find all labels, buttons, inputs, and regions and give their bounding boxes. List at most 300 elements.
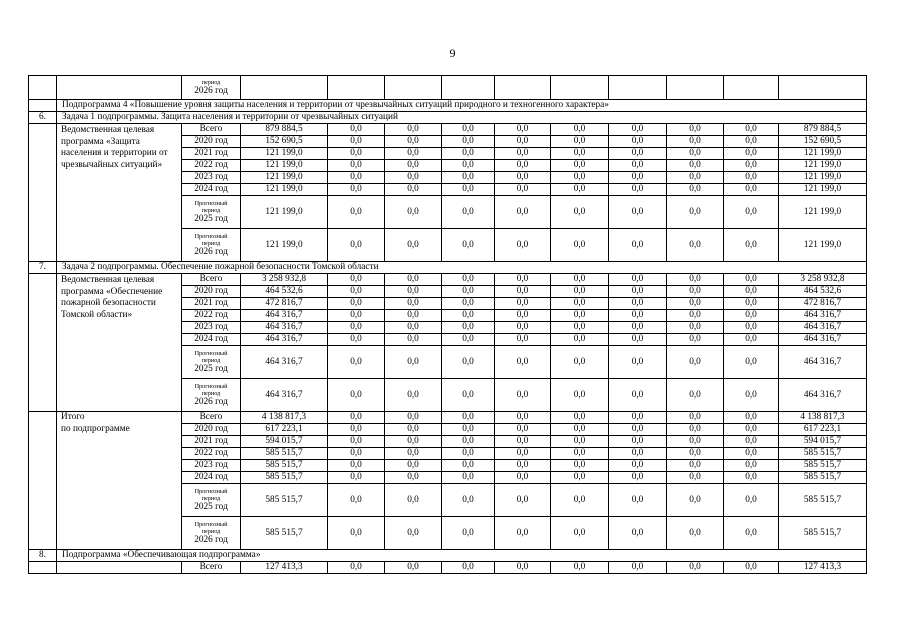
total-cell: 472 816,7 [779, 298, 867, 310]
zero-cell: 0,0 [724, 136, 779, 148]
period-cell: Всего [182, 412, 241, 424]
zero-cell: 0,0 [724, 436, 779, 448]
nr-cell [29, 124, 57, 262]
total-cell: 585 515,7 [779, 472, 867, 484]
zero-cell: 0,0 [328, 472, 385, 484]
period-year: 2025 год [194, 502, 228, 512]
value-cell: 121 199,0 [241, 184, 328, 196]
section-title: Задача 1 подпрограммы. Защита населения и территории от чрезвычайных ситуаций [57, 112, 867, 124]
desc-cell [57, 76, 182, 100]
zero-cell: 0,0 [724, 322, 779, 334]
period-cell: 2022 год [182, 310, 241, 322]
zero-cell: 0,0 [551, 460, 609, 472]
value-cell: 152 690,5 [241, 136, 328, 148]
zero-cell: 0,0 [609, 148, 667, 160]
zero-cell: 0,0 [609, 334, 667, 346]
zero-cell: 0,0 [551, 562, 609, 574]
value-cell: 464 316,7 [241, 346, 328, 379]
period-cell: 2020 год [182, 424, 241, 436]
zero-cell: 0,0 [724, 472, 779, 484]
value-cell: 585 515,7 [241, 484, 328, 517]
total-description [57, 412, 182, 550]
nr-cell [29, 562, 57, 574]
forecast-period-label: период [201, 240, 221, 247]
zero-cell: 0,0 [724, 448, 779, 460]
zero-cell: 0,0 [609, 136, 667, 148]
zero-cell: 0,0 [724, 562, 779, 574]
total-cell: 4 138 817,3 [779, 412, 867, 424]
zero-cell: 0,0 [724, 310, 779, 322]
nr-cell [29, 274, 57, 412]
zero-cell: 0,0 [609, 379, 667, 412]
zero-cell: 0,0 [495, 484, 551, 517]
zero-cell: 0,0 [385, 196, 442, 229]
zero-cell: 0,0 [667, 484, 724, 517]
zero-cell: 0,0 [667, 184, 724, 196]
zero-cell: 0,0 [495, 424, 551, 436]
zero-cell: 0,0 [495, 412, 551, 424]
zero-cell: 0,0 [724, 229, 779, 262]
zero-cell: 0,0 [495, 517, 551, 550]
zero-cell: 0,0 [442, 562, 495, 574]
zero-cell: 0,0 [385, 334, 442, 346]
empty-cell [609, 76, 667, 100]
zero-cell: 0,0 [609, 298, 667, 310]
value-cell: 617 223,1 [241, 424, 328, 436]
value-cell: 121 199,0 [241, 196, 328, 229]
total-cell: 594 015,7 [779, 436, 867, 448]
page-number: 9 [449, 46, 456, 60]
zero-cell: 0,0 [724, 124, 779, 136]
zero-cell: 0,0 [385, 436, 442, 448]
empty-cell [328, 76, 385, 100]
zero-cell: 0,0 [551, 472, 609, 484]
zero-cell: 0,0 [609, 274, 667, 286]
zero-cell: 0,0 [495, 274, 551, 286]
value-cell: 585 515,7 [241, 472, 328, 484]
period-year: 2026 год [194, 247, 228, 257]
zero-cell: 0,0 [495, 346, 551, 379]
zero-cell: 0,0 [609, 412, 667, 424]
period-year: 2026 год [194, 397, 228, 407]
zero-cell: 0,0 [667, 148, 724, 160]
zero-cell: 0,0 [551, 184, 609, 196]
total-cell: 585 515,7 [779, 460, 867, 472]
zero-cell: 0,0 [495, 286, 551, 298]
nr-cell [29, 100, 57, 112]
zero-cell: 0,0 [667, 274, 724, 286]
zero-cell: 0,0 [495, 460, 551, 472]
total-cell: 464 316,7 [779, 322, 867, 334]
value-cell: 585 515,7 [241, 460, 328, 472]
zero-cell: 0,0 [724, 298, 779, 310]
zero-cell: 0,0 [442, 484, 495, 517]
zero-cell: 0,0 [442, 322, 495, 334]
zero-cell: 0,0 [609, 172, 667, 184]
zero-cell: 0,0 [667, 298, 724, 310]
zero-cell: 0,0 [385, 124, 442, 136]
row-number: 6. [29, 112, 57, 124]
zero-cell: 0,0 [551, 448, 609, 460]
zero-cell: 0,0 [328, 136, 385, 148]
zero-cell: 0,0 [328, 484, 385, 517]
zero-cell: 0,0 [667, 124, 724, 136]
empty-cell [495, 76, 551, 100]
empty-cell [779, 76, 867, 100]
value-cell: 121 199,0 [241, 229, 328, 262]
zero-cell: 0,0 [609, 448, 667, 460]
forecast-label: Прогнозный [194, 350, 228, 357]
zero-cell: 0,0 [328, 424, 385, 436]
table-row [29, 562, 867, 574]
nr-cell [29, 76, 57, 100]
zero-cell: 0,0 [442, 424, 495, 436]
zero-cell: 0,0 [609, 517, 667, 550]
zero-cell: 0,0 [385, 184, 442, 196]
zero-cell: 0,0 [385, 472, 442, 484]
period-cell: 2023 год [182, 322, 241, 334]
subprogram-row [29, 550, 867, 562]
zero-cell: 0,0 [551, 274, 609, 286]
total-cell: 121 199,0 [779, 229, 867, 262]
zero-cell: 0,0 [667, 334, 724, 346]
zero-cell: 0,0 [442, 172, 495, 184]
value-cell: 585 515,7 [241, 517, 328, 550]
zero-cell: 0,0 [328, 412, 385, 424]
period-cell [182, 517, 241, 550]
period-year: 2025 год [194, 214, 228, 224]
zero-cell: 0,0 [551, 424, 609, 436]
zero-cell: 0,0 [609, 322, 667, 334]
zero-cell: 0,0 [609, 424, 667, 436]
value-cell: 4 138 817,3 [241, 412, 328, 424]
zero-cell: 0,0 [328, 562, 385, 574]
zero-cell: 0,0 [328, 124, 385, 136]
zero-cell: 0,0 [442, 472, 495, 484]
zero-cell: 0,0 [551, 160, 609, 172]
zero-cell: 0,0 [724, 412, 779, 424]
zero-cell: 0,0 [551, 484, 609, 517]
zero-cell: 0,0 [442, 517, 495, 550]
zero-cell: 0,0 [328, 322, 385, 334]
zero-cell: 0,0 [442, 124, 495, 136]
empty-cell [442, 76, 495, 100]
zero-cell: 0,0 [495, 229, 551, 262]
zero-cell: 0,0 [328, 196, 385, 229]
zero-cell: 0,0 [551, 334, 609, 346]
period-cell: Всего [182, 562, 241, 574]
zero-cell: 0,0 [495, 298, 551, 310]
zero-cell: 0,0 [495, 448, 551, 460]
zero-cell: 0,0 [495, 334, 551, 346]
value-cell: 464 316,7 [241, 334, 328, 346]
zero-cell: 0,0 [328, 448, 385, 460]
zero-cell: 0,0 [724, 148, 779, 160]
value-cell: 594 015,7 [241, 436, 328, 448]
period-year: 2026 год [194, 535, 228, 545]
period-cell [182, 229, 241, 262]
period-cell [182, 76, 241, 100]
zero-cell: 0,0 [724, 196, 779, 229]
zero-cell: 0,0 [385, 379, 442, 412]
zero-cell: 0,0 [551, 517, 609, 550]
period-cell [182, 196, 241, 229]
zero-cell: 0,0 [609, 229, 667, 262]
period-cell: Всего [182, 124, 241, 136]
total-cell: 464 316,7 [779, 334, 867, 346]
period-cell: 2021 год [182, 298, 241, 310]
total-label: Итого [61, 412, 85, 422]
period-cell: 2024 год [182, 334, 241, 346]
zero-cell: 0,0 [724, 160, 779, 172]
zero-cell: 0,0 [442, 379, 495, 412]
zero-cell: 0,0 [667, 286, 724, 298]
value-cell: 121 199,0 [241, 148, 328, 160]
forecast-period-label: период [201, 528, 221, 535]
period-cell: 2021 год [182, 436, 241, 448]
task-row [29, 262, 867, 274]
zero-cell: 0,0 [724, 172, 779, 184]
period-cell: 2024 год [182, 472, 241, 484]
zero-cell: 0,0 [724, 346, 779, 379]
total-cell: 127 413,3 [779, 562, 867, 574]
zero-cell: 0,0 [667, 172, 724, 184]
zero-cell: 0,0 [385, 172, 442, 184]
zero-cell: 0,0 [724, 334, 779, 346]
zero-cell: 0,0 [442, 160, 495, 172]
zero-cell: 0,0 [551, 412, 609, 424]
zero-cell: 0,0 [385, 148, 442, 160]
zero-cell: 0,0 [667, 562, 724, 574]
period-cell: 2024 год [182, 184, 241, 196]
zero-cell: 0,0 [328, 346, 385, 379]
zero-cell: 0,0 [609, 484, 667, 517]
zero-cell: 0,0 [328, 148, 385, 160]
zero-cell: 0,0 [385, 484, 442, 517]
period-cell: Всего [182, 274, 241, 286]
period-cell: 2022 год [182, 448, 241, 460]
forecast-period-label: период [201, 207, 221, 214]
value-cell: 127 413,3 [241, 562, 328, 574]
period-cell [182, 346, 241, 379]
zero-cell: 0,0 [667, 424, 724, 436]
period-cell: 2021 год [182, 148, 241, 160]
zero-cell: 0,0 [385, 412, 442, 424]
zero-cell: 0,0 [495, 148, 551, 160]
zero-cell: 0,0 [551, 298, 609, 310]
zero-cell: 0,0 [495, 196, 551, 229]
value-cell: 585 515,7 [241, 448, 328, 460]
zero-cell: 0,0 [724, 424, 779, 436]
zero-cell: 0,0 [328, 436, 385, 448]
value-cell: 121 199,0 [241, 172, 328, 184]
zero-cell: 0,0 [667, 436, 724, 448]
zero-cell: 0,0 [667, 136, 724, 148]
zero-cell: 0,0 [551, 346, 609, 379]
table-row [29, 274, 867, 286]
forecast-period-label: период [201, 495, 221, 502]
total-cell: 464 316,7 [779, 346, 867, 379]
total-cell: 617 223,1 [779, 424, 867, 436]
zero-cell: 0,0 [609, 184, 667, 196]
zero-cell: 0,0 [609, 460, 667, 472]
zero-cell: 0,0 [385, 274, 442, 286]
value-cell: 464 316,7 [241, 310, 328, 322]
zero-cell: 0,0 [385, 517, 442, 550]
zero-cell: 0,0 [495, 562, 551, 574]
task-row [29, 112, 867, 124]
zero-cell: 0,0 [551, 172, 609, 184]
period-year: 2026 год [194, 86, 228, 96]
value-cell: 472 816,7 [241, 298, 328, 310]
zero-cell: 0,0 [667, 472, 724, 484]
zero-cell: 0,0 [442, 184, 495, 196]
zero-cell: 0,0 [328, 460, 385, 472]
zero-cell: 0,0 [724, 460, 779, 472]
zero-cell: 0,0 [667, 160, 724, 172]
zero-cell: 0,0 [667, 229, 724, 262]
zero-cell: 0,0 [667, 346, 724, 379]
zero-cell: 0,0 [328, 298, 385, 310]
period-cell: 2022 год [182, 160, 241, 172]
value-cell: 121 199,0 [241, 160, 328, 172]
total-cell: 879 884,5 [779, 124, 867, 136]
total-cell: 121 199,0 [779, 172, 867, 184]
value-cell: 464 532,6 [241, 286, 328, 298]
zero-cell: 0,0 [495, 124, 551, 136]
zero-cell: 0,0 [551, 322, 609, 334]
zero-cell: 0,0 [328, 334, 385, 346]
zero-cell: 0,0 [385, 229, 442, 262]
zero-cell: 0,0 [385, 424, 442, 436]
total-cell: 121 199,0 [779, 196, 867, 229]
zero-cell: 0,0 [724, 286, 779, 298]
zero-cell: 0,0 [551, 196, 609, 229]
zero-cell: 0,0 [495, 136, 551, 148]
zero-cell: 0,0 [385, 286, 442, 298]
table-row [29, 412, 867, 424]
total-cell: 464 316,7 [779, 310, 867, 322]
period-cell: 2020 год [182, 286, 241, 298]
total-cell: 585 515,7 [779, 448, 867, 460]
total-cell: 464 532,6 [779, 286, 867, 298]
zero-cell: 0,0 [328, 229, 385, 262]
zero-cell: 0,0 [385, 322, 442, 334]
zero-cell: 0,0 [495, 184, 551, 196]
total-cell: 152 690,5 [779, 136, 867, 148]
table-row [29, 76, 867, 100]
program-description: Ведомственная целевая программа «Защита населения и территории от чрезвычайных ситуаций» [57, 124, 182, 262]
zero-cell: 0,0 [551, 286, 609, 298]
zero-cell: 0,0 [385, 460, 442, 472]
forecast-label: Прогнозный [194, 521, 228, 528]
zero-cell: 0,0 [667, 448, 724, 460]
zero-cell: 0,0 [442, 274, 495, 286]
empty-cell [724, 76, 779, 100]
empty-cell [385, 76, 442, 100]
forecast-label: Прогнозный [194, 488, 228, 495]
zero-cell: 0,0 [551, 379, 609, 412]
period-cell [182, 484, 241, 517]
table-row [29, 124, 867, 136]
zero-cell: 0,0 [609, 160, 667, 172]
zero-cell: 0,0 [442, 286, 495, 298]
zero-cell: 0,0 [442, 334, 495, 346]
zero-cell: 0,0 [551, 148, 609, 160]
section-title: Задача 2 подпрограммы. Обеспечение пожарной безопасности Томской области [57, 262, 867, 274]
zero-cell: 0,0 [385, 298, 442, 310]
zero-cell: 0,0 [667, 460, 724, 472]
zero-cell: 0,0 [551, 310, 609, 322]
forecast-period-label: период [201, 79, 221, 86]
zero-cell: 0,0 [667, 517, 724, 550]
zero-cell: 0,0 [442, 136, 495, 148]
zero-cell: 0,0 [609, 196, 667, 229]
zero-cell: 0,0 [609, 436, 667, 448]
budget-table [28, 75, 867, 574]
nr-cell [29, 412, 57, 550]
subprogram-row [29, 100, 867, 112]
empty-cell [241, 76, 328, 100]
zero-cell: 0,0 [551, 229, 609, 262]
zero-cell: 0,0 [442, 436, 495, 448]
total-cell: 121 199,0 [779, 148, 867, 160]
zero-cell: 0,0 [551, 124, 609, 136]
zero-cell: 0,0 [328, 160, 385, 172]
zero-cell: 0,0 [495, 172, 551, 184]
zero-cell: 0,0 [442, 196, 495, 229]
zero-cell: 0,0 [328, 184, 385, 196]
desc-cell [57, 562, 182, 574]
row-number: 7. [29, 262, 57, 274]
zero-cell: 0,0 [667, 196, 724, 229]
zero-cell: 0,0 [609, 472, 667, 484]
row-number: 8. [29, 550, 57, 562]
zero-cell: 0,0 [442, 346, 495, 379]
total-sublabel: по подпрограмме [61, 423, 130, 434]
zero-cell: 0,0 [724, 274, 779, 286]
zero-cell: 0,0 [328, 310, 385, 322]
total-cell: 3 258 932,8 [779, 274, 867, 286]
program-description: Ведомственная целевая программа «Обеспечение пожарной безопасности Томской области» [57, 274, 182, 412]
empty-cell [551, 76, 609, 100]
zero-cell: 0,0 [442, 460, 495, 472]
zero-cell: 0,0 [442, 412, 495, 424]
forecast-period-label: период [201, 357, 221, 364]
forecast-period-label: период [201, 390, 221, 397]
zero-cell: 0,0 [551, 436, 609, 448]
period-cell: 2023 год [182, 460, 241, 472]
zero-cell: 0,0 [609, 310, 667, 322]
zero-cell: 0,0 [495, 472, 551, 484]
zero-cell: 0,0 [667, 322, 724, 334]
zero-cell: 0,0 [609, 346, 667, 379]
zero-cell: 0,0 [442, 448, 495, 460]
zero-cell: 0,0 [724, 484, 779, 517]
zero-cell: 0,0 [551, 136, 609, 148]
zero-cell: 0,0 [667, 310, 724, 322]
zero-cell: 0,0 [495, 310, 551, 322]
total-cell: 464 316,7 [779, 379, 867, 412]
zero-cell: 0,0 [442, 298, 495, 310]
zero-cell: 0,0 [724, 184, 779, 196]
period-cell: 2020 год [182, 136, 241, 148]
total-cell: 585 515,7 [779, 517, 867, 550]
total-cell: 585 515,7 [779, 484, 867, 517]
forecast-label: Прогнозный [194, 200, 228, 207]
value-cell: 3 258 932,8 [241, 274, 328, 286]
zero-cell: 0,0 [385, 160, 442, 172]
